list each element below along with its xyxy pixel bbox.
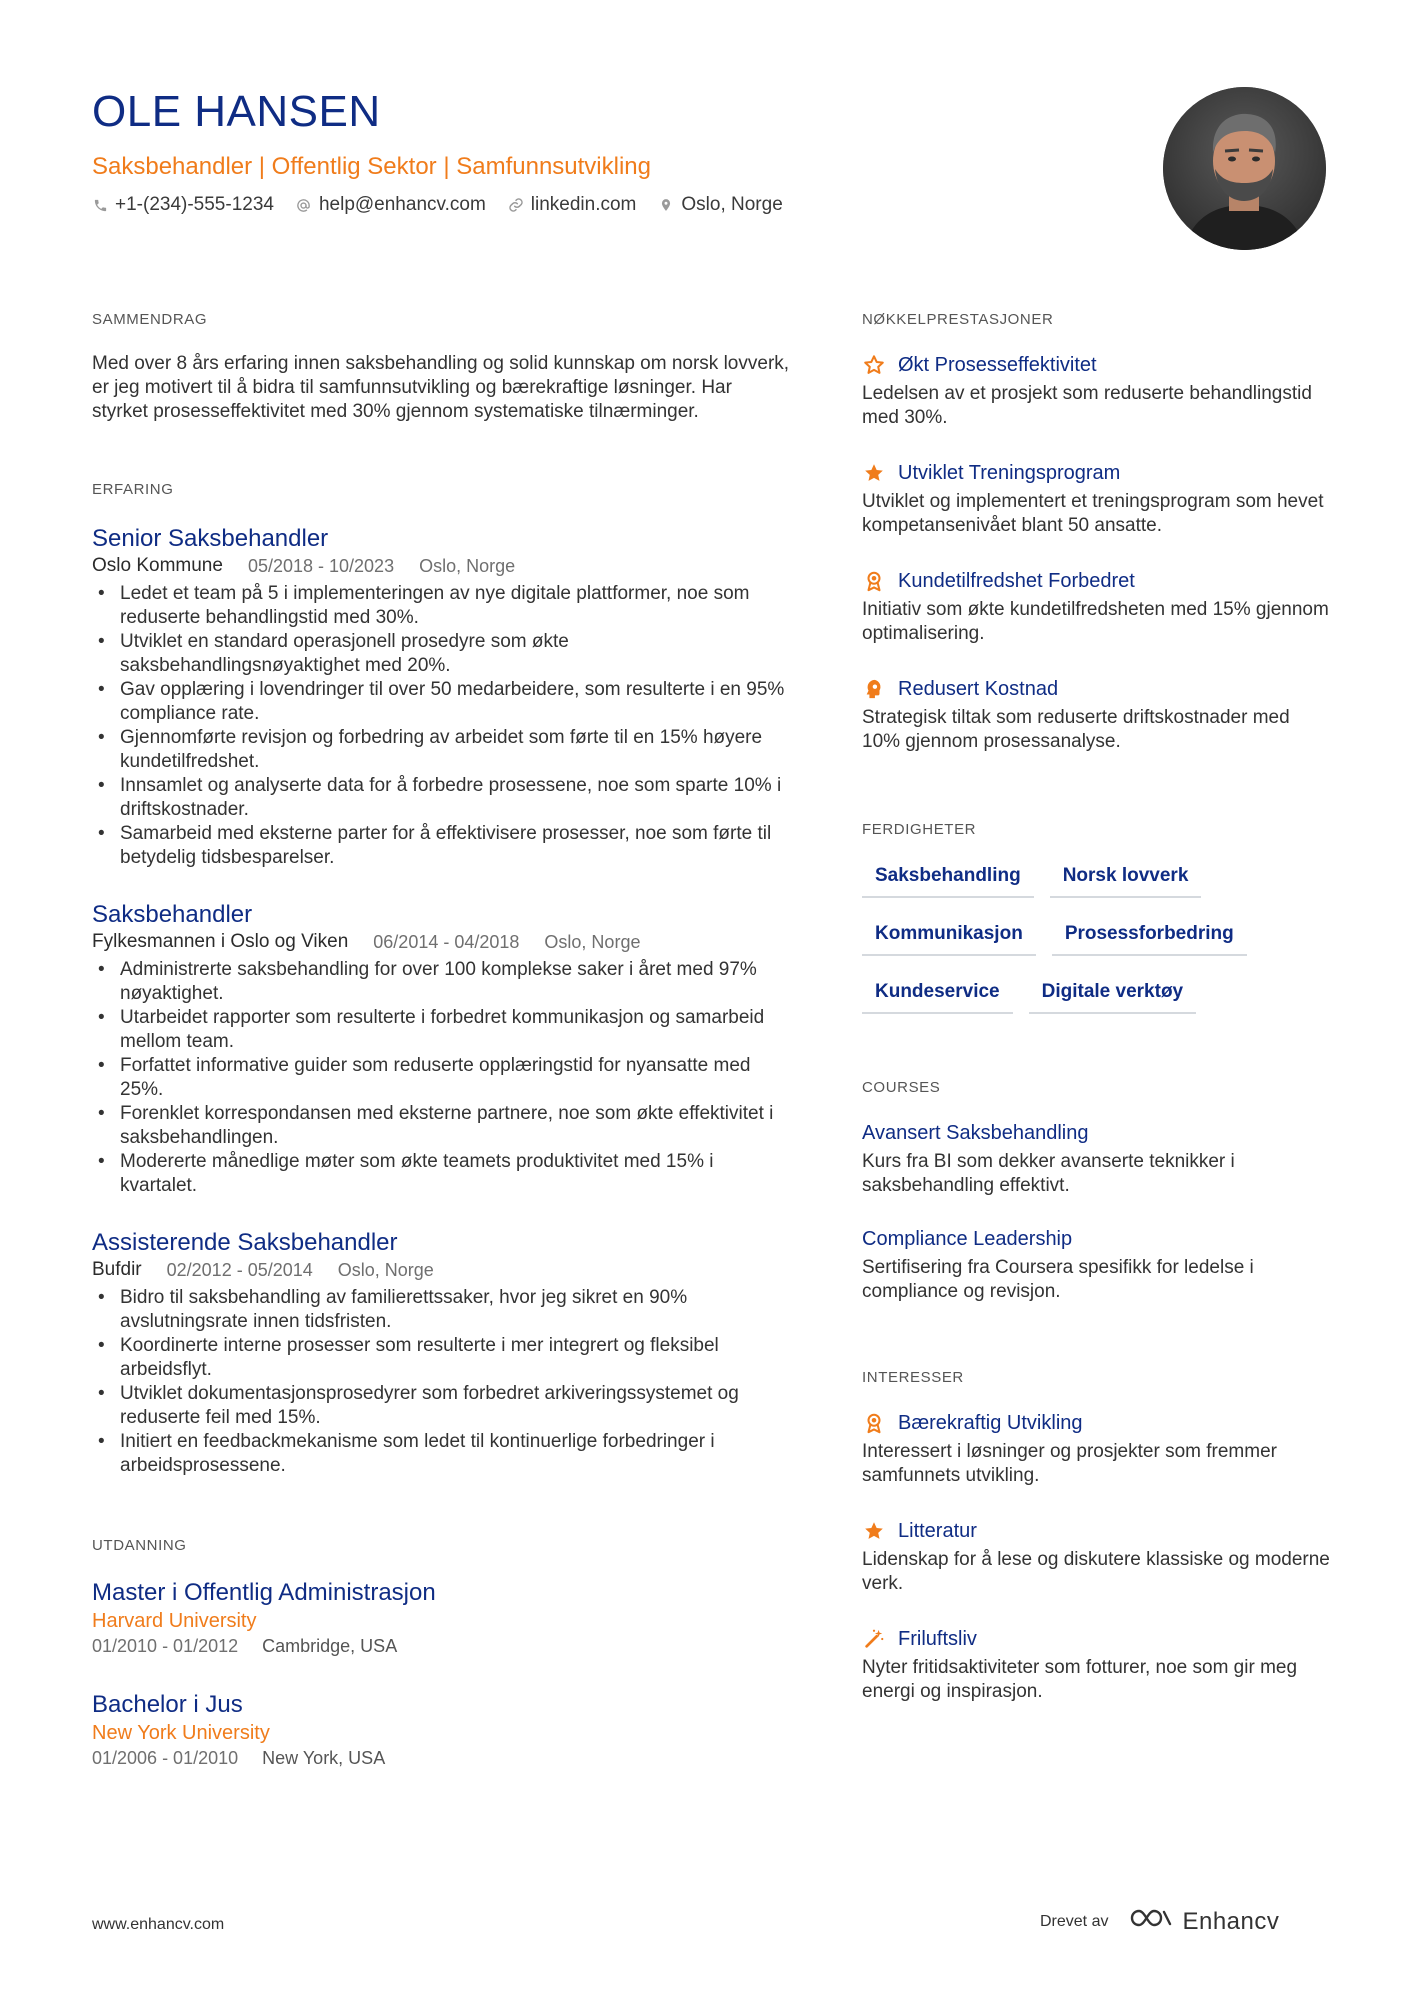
- job-company: Bufdir: [92, 1259, 142, 1280]
- avatar: [1163, 87, 1326, 250]
- section-title-courses: COURSES: [862, 1079, 941, 1096]
- course-item: [862, 1120, 1332, 1198]
- award-icon: [862, 1411, 886, 1435]
- job-location: Oslo, Norge: [337, 1260, 434, 1280]
- star-icon: [862, 461, 886, 485]
- achievement-item: [862, 568, 1332, 646]
- achievement-item: [862, 676, 1332, 754]
- interest-desc: Interessert i løsninger og prosjekter som fremmer samfunnets utvikling.: [862, 1441, 1277, 1486]
- contact-linkedin[interactable]: [508, 192, 637, 218]
- skill-tag: Digitale verktøy: [1029, 974, 1197, 1014]
- job-bullet: • Samarbeid med eksterne parter for å effektivisere prosesser, noe som førte til betydelig tidsbesparelser.: [92, 822, 792, 870]
- job-entry: [92, 1228, 792, 1478]
- award-icon: [862, 569, 886, 593]
- job-bullet: • Gav opplæring i lovendringer til over 50 medarbeidere, som resulterte i en 95% compliance rate.: [92, 678, 792, 726]
- enhancv-logo-icon: [1128, 1906, 1174, 1937]
- interest-title: Bærekraftig Utvikling: [898, 1412, 1083, 1434]
- headline: Saksbehandler | Offentlig Sektor | Samfunnsutvikling: [92, 153, 651, 180]
- star-outline-icon: [862, 353, 886, 377]
- interest-item: [862, 1410, 1332, 1488]
- footer-website[interactable]: www.enhancv.com: [92, 1916, 225, 1933]
- achievement-desc: Strategisk tiltak som reduserte driftskostnader med 10% gjennom prosessanalyse.: [862, 707, 1290, 752]
- job-bullet: • Initiert en feedbackmekanisme som ledet til kontinuerlige forbedringer i arbeidsprosessene.: [92, 1430, 792, 1478]
- magic-wand-icon: [862, 1627, 886, 1651]
- job-bullets: [92, 582, 792, 870]
- edu-location: New York, USA: [262, 1748, 386, 1768]
- interest-title: Litteratur: [898, 1520, 977, 1542]
- achievement-title: Økt Prosesseffektivitet: [898, 354, 1097, 376]
- interest-item: [862, 1626, 1332, 1704]
- powered-by-text: Drevet av: [1040, 1912, 1109, 1930]
- job-bullet: • Modererte månedlige møter som økte teamets produktivitet med 15% i kvartalet.: [92, 1150, 792, 1198]
- at-icon: [296, 197, 312, 213]
- skills-section: [862, 820, 1332, 1014]
- star-icon: [862, 1519, 886, 1543]
- enhancv-logo[interactable]: [1128, 1906, 1279, 1937]
- interest-title: Friluftsliv: [898, 1628, 977, 1650]
- course-desc: Sertifisering fra Coursera spesifikk for ledelse i compliance og revisjon.: [862, 1257, 1254, 1302]
- right-column: [862, 310, 1332, 1704]
- achievement-item: [862, 352, 1332, 430]
- edu-meta: [92, 1746, 792, 1770]
- resume-header: [92, 88, 1092, 218]
- job-dates: 05/2018 - 10/2023: [247, 556, 395, 576]
- edu-dates: 01/2006 - 01/2010: [92, 1748, 239, 1768]
- footer-branding: [1040, 1906, 1279, 1937]
- head-icon: [862, 677, 886, 701]
- section-title-achievements: NØKKELPRESTASJONER: [862, 311, 1054, 328]
- job-meta: [92, 930, 792, 954]
- achievement-item: [862, 460, 1332, 538]
- section-title-education: UTDANNING: [92, 1537, 187, 1554]
- achievement-title: Utviklet Treningsprogram: [898, 462, 1121, 484]
- interest-desc: Lidenskap for å lese og diskutere klassiske og moderne verk.: [862, 1549, 1330, 1594]
- skill-tag: Norsk lovverk: [1050, 858, 1202, 898]
- course-desc: Kurs fra BI som dekker avanserte teknikker i saksbehandling effektivt.: [862, 1151, 1235, 1196]
- job-entry: [92, 524, 792, 870]
- phone-text: +1-(234)-555-1234: [115, 194, 274, 215]
- job-bullets: [92, 1286, 792, 1478]
- job-bullet: • Forenklet korrespondansen med eksterne partnere, noe som økte effektivitet i saksbehandlingen.: [92, 1102, 792, 1150]
- achievement-title: Kundetilfredshet Forbedret: [898, 570, 1135, 592]
- phone-icon: [92, 197, 108, 213]
- job-bullet: • Innsamlet og analyserte data for å forbedre prosessene, noe som sparte 10% i driftskostnader.: [92, 774, 792, 822]
- achievement-desc: Ledelsen av et prosjekt som reduserte behandlingstid med 30%.: [862, 383, 1312, 428]
- job-bullet: • Utviklet en standard operasjonell prosedyre som økte saksbehandlingsnøyaktighet med 20%.: [92, 630, 792, 678]
- job-company: Fylkesmannen i Oslo og Viken: [92, 931, 349, 952]
- skill-tag: Kundeservice: [862, 974, 1013, 1014]
- job-title: Senior Saksbehandler: [92, 525, 329, 552]
- job-bullet: • Utarbeidet rapporter som resulterte i forbedret kommunikasjon og samarbeid mellom team.: [92, 1006, 792, 1054]
- job-bullet: • Bidro til saksbehandling av familierettssaker, hvor jeg sikret en 90% avslutningsrate innen tidsfristen.: [92, 1286, 792, 1334]
- job-location: Oslo, Norge: [419, 556, 516, 576]
- job-bullets: [92, 958, 792, 1198]
- edu-location: Cambridge, USA: [262, 1636, 398, 1656]
- education-entry: [92, 1578, 792, 1658]
- achievement-title: Redusert Kostnad: [898, 678, 1059, 700]
- candidate-name: OLE HANSEN: [92, 87, 381, 136]
- job-bullet: • Gjennomførte revisjon og forbedring av arbeidet som førte til en 15% høyere kundetilfredshet.: [92, 726, 792, 774]
- brand-name: Enhancv: [1182, 1907, 1280, 1935]
- interest-desc: Nyter fritidsaktiviteter som fotturer, noe som gir meg energi og inspirasjon.: [862, 1657, 1298, 1702]
- job-dates: 06/2014 - 04/2018: [373, 932, 520, 952]
- job-title: Saksbehandler: [92, 901, 253, 928]
- edu-school: New York University: [92, 1722, 270, 1744]
- achievement-desc: Initiativ som økte kundetilfredsheten med 15% gjennom optimalisering.: [862, 599, 1329, 644]
- job-dates: 02/2012 - 05/2014: [166, 1260, 313, 1280]
- edu-degree: Bachelor i Jus: [92, 1691, 243, 1718]
- course-item: [862, 1226, 1332, 1304]
- job-bullet: • Ledet et team på 5 i implementeringen av nye digitale plattformer, noe som reduserte behandlingstid med 30%.: [92, 582, 792, 630]
- edu-degree: Master i Offentlig Administrasjon: [92, 1579, 436, 1606]
- job-entry: [92, 900, 792, 1198]
- edu-dates: 01/2010 - 01/2012: [92, 1636, 239, 1656]
- summary-text: Med over 8 års erfaring innen saksbehandling og solid kunnskap om norsk lovverk, er jeg motivert til å bidra til samfunnsutvikling og bærekraftige løsninger. Har styrket prosesseffektivitet med 30% gjennom systematiske tilnærminger.: [92, 353, 790, 422]
- email-text[interactable]: help@enhancv.com: [318, 194, 486, 215]
- skill-tag: Prosessforbedring: [1052, 916, 1247, 956]
- contact-email[interactable]: [296, 192, 486, 218]
- contact-bar: [92, 192, 1092, 218]
- contact-location: [658, 192, 782, 218]
- job-bullet: • Administrerte saksbehandling for over 100 komplekse saker i året med 97% nøyaktighet.: [92, 958, 792, 1006]
- interest-item: [862, 1518, 1332, 1596]
- job-meta: [92, 1258, 792, 1282]
- link-icon: [508, 197, 524, 213]
- skill-tag: Kommunikasjon: [862, 916, 1036, 956]
- course-title: Avansert Saksbehandling: [862, 1122, 1089, 1144]
- job-meta: [92, 554, 792, 578]
- skill-tag: Saksbehandling: [862, 858, 1034, 898]
- job-company: Oslo Kommune: [92, 555, 223, 576]
- job-bullet: • Forfattet informative guider som reduserte opplæringstid for nyansatte med 25%.: [92, 1054, 792, 1102]
- left-column: [92, 310, 792, 1770]
- location-pin-icon: [658, 197, 674, 213]
- job-location: Oslo, Norge: [544, 932, 641, 952]
- job-bullet: • Utviklet dokumentasjonsprosedyrer som forbedret arkiveringssystemet og reduserte feil med 15%.: [92, 1382, 792, 1430]
- interests-section: [862, 1368, 1332, 1704]
- contact-phone: [92, 192, 274, 218]
- skills-list: [862, 858, 1332, 1014]
- experience-section: [92, 480, 792, 1478]
- course-title: Compliance Leadership: [862, 1228, 1073, 1250]
- education-section: [92, 1536, 792, 1770]
- section-title-interests: INTERESSER: [862, 1369, 964, 1386]
- achievement-desc: Utviklet og implementert et treningsprogram som hevet kompetansenivået blant 50 ansatte.: [862, 491, 1324, 536]
- job-bullet: • Koordinerte interne prosesser som resulterte i mer integrert og fleksibel arbeidsflyt.: [92, 1334, 792, 1382]
- edu-school: Harvard University: [92, 1610, 257, 1632]
- edu-meta: [92, 1634, 792, 1658]
- achievements-section: [862, 310, 1332, 754]
- job-title: Assisterende Saksbehandler: [92, 1229, 398, 1256]
- summary-section: [92, 310, 792, 424]
- location-text: Oslo, Norge: [681, 194, 783, 215]
- linkedin-text[interactable]: linkedin.com: [530, 194, 637, 215]
- section-title-skills: FERDIGHETER: [862, 821, 977, 838]
- section-title-experience: ERFARING: [92, 481, 174, 498]
- courses-section: [862, 1078, 1332, 1304]
- section-title-summary: SAMMENDRAG: [92, 311, 208, 328]
- education-entry: [92, 1690, 792, 1770]
